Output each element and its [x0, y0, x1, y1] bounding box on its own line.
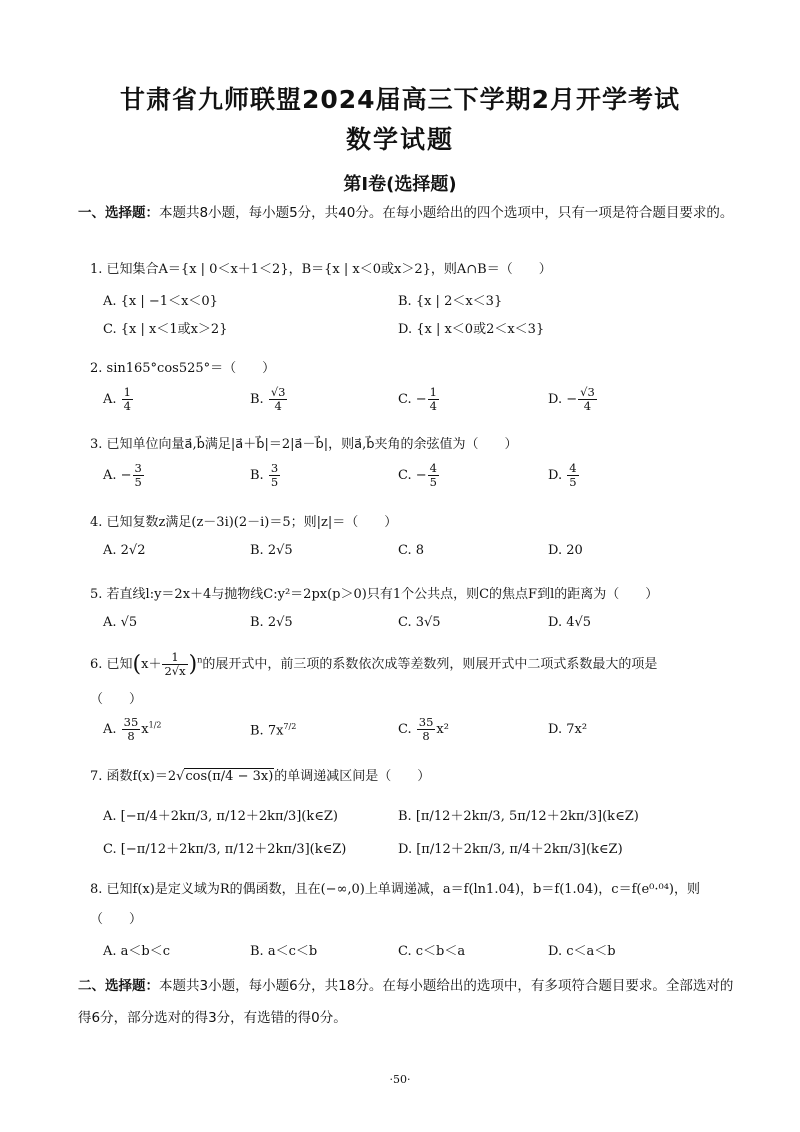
question-7-option-b: B. [π/12＋2kπ/3, 5π/12＋2kπ/3](k∈Z)	[398, 809, 639, 824]
question-8-option-d: D. c＜a＜b	[548, 944, 616, 959]
question-3-option-a: A. − $\frac{3}{5}$	[103, 461, 142, 489]
question-6-stem: 6. 已知(x＋ $\frac{1}{2√x}$ )$^n$的展开式中，前三项的系数依次成等差数列，则展开式中二项式系数最大的项是	[90, 650, 658, 678]
section-2-heading: 二、选择题：	[78, 978, 159, 994]
section-2-instructions	[78, 970, 738, 1034]
question-8-option-b: B. a＜c＜b	[250, 944, 318, 959]
question-2-option-a: A. $\frac{1}{4}$	[103, 385, 131, 413]
question-7-option-c: C. [−π/12＋2kπ/3, π/12＋2kπ/3](k∈Z)	[103, 842, 347, 857]
question-4-option-a: A. 2√2	[103, 543, 146, 558]
question-3-option-d: D. $\frac{4}{5}$	[548, 461, 577, 489]
question-1-option-d: D. {x | x＜0或2＜x＜3}	[398, 322, 545, 337]
question-5-stem: 5. 若直线l:y＝2x＋4与抛物线C:y²＝2px(p＞0)只有1个公共点，则C的焦点F到l的距离为（ ）	[90, 587, 659, 602]
question-3-option-c: C. − $\frac{4}{5}$	[398, 461, 437, 489]
volume-title: 第Ⅰ卷(选择题)	[343, 174, 457, 195]
question-4-option-b: B. 2√5	[250, 543, 293, 558]
section-1-text: 本题共8小题，每小题5分，共40分。在每小题给出的四个选项中，只有一项是符合题目要求的。	[159, 205, 734, 221]
question-3-option-b: B. $\frac{3}{5}$	[250, 461, 279, 489]
question-8-stem: 8. 已知f(x)是定义域为R的偶函数，且在(−∞,0)上单调递减，a＝f(ln1.04)，b＝f(1.04)，c＝f(e⁰·⁰⁴)，则	[90, 882, 700, 897]
question-1-option-b: B. {x | 2＜x＜3}	[398, 294, 503, 309]
question-6-option-a: A. $\frac{35}{8}$ $x^{1/2}$	[103, 715, 162, 743]
question-6-option-c: C. $\frac{35}{8}$ x²	[398, 715, 449, 743]
question-7-option-a: A. [−π/4＋2kπ/3, π/12＋2kπ/3](k∈Z)	[103, 809, 338, 824]
section-1-heading: 一、选择题：	[78, 205, 159, 221]
question-3-stem: 3. 已知单位向量a⃗,b⃗满足|a⃗＋b⃗|＝2|a⃗－b⃗|，则a⃗,b⃗夹角的余弦值为（ ）	[90, 437, 518, 452]
question-7-option-d: D. [π/12＋2kπ/3, π/4＋2kπ/3](k∈Z)	[398, 842, 623, 857]
question-5-option-c: C. 3√5	[398, 615, 441, 630]
question-5-option-b: B. 2√5	[250, 615, 293, 630]
question-1-option-a: A. {x | −1＜x＜0}	[103, 294, 218, 309]
question-5-option-a: A. √5	[103, 615, 138, 630]
question-8-stem-line2: （ ）	[90, 912, 143, 927]
question-8-option-a: A. a＜b＜c	[103, 944, 171, 959]
exam-title: 甘肃省九师联盟2024届高三下学期2月开学考试	[120, 85, 680, 114]
question-1-option-c: C. {x | x＜1或x＞2}	[103, 322, 228, 337]
question-6-stem-line2: （ ）	[90, 692, 143, 707]
question-2-option-c: C. − $\frac{1}{4}$	[398, 385, 437, 413]
question-4-stem: 4. 已知复数z满足(z－3i)(2－i)＝5；则|z|＝（ ）	[90, 515, 398, 530]
exam-subtitle: 数学试题	[345, 125, 454, 154]
question-1-stem: 1. 已知集合A＝{x | 0＜x＋1＜2}，B＝{x | x＜0或x＞2}，则A∩B＝（ ）	[90, 262, 552, 277]
question-7-stem: 7. 函数f(x)＝2√cos(π/4 − 3x)的单调递减区间是（ ）	[90, 769, 431, 784]
page-number: ·50·	[389, 1073, 411, 1086]
question-5-option-d: D. 4√5	[548, 615, 592, 630]
question-4-option-c: C. 8	[398, 543, 425, 558]
question-6-option-d: D. 7x²	[548, 722, 588, 737]
question-2-stem: 2. sin165°cos525°＝（ ）	[90, 361, 276, 376]
question-8-option-c: C. c＜b＜a	[398, 944, 466, 959]
question-6-option-b: B. $7x^{7/2}$	[250, 722, 297, 739]
question-2-option-b: B. $\frac{√3}{4}$	[250, 385, 286, 413]
section-1-instructions	[78, 200, 738, 226]
question-4-option-d: D. 20	[548, 543, 583, 558]
question-2-option-d: D. − $\frac{√3}{4}$	[548, 385, 595, 413]
section-2-text: 本题共3小题，每小题6分，共18分。在每小题给出的选项中，有多项符合题目要求。全部选对的得6分，部分选对的得3分，有选错的得0分。	[78, 978, 734, 1026]
